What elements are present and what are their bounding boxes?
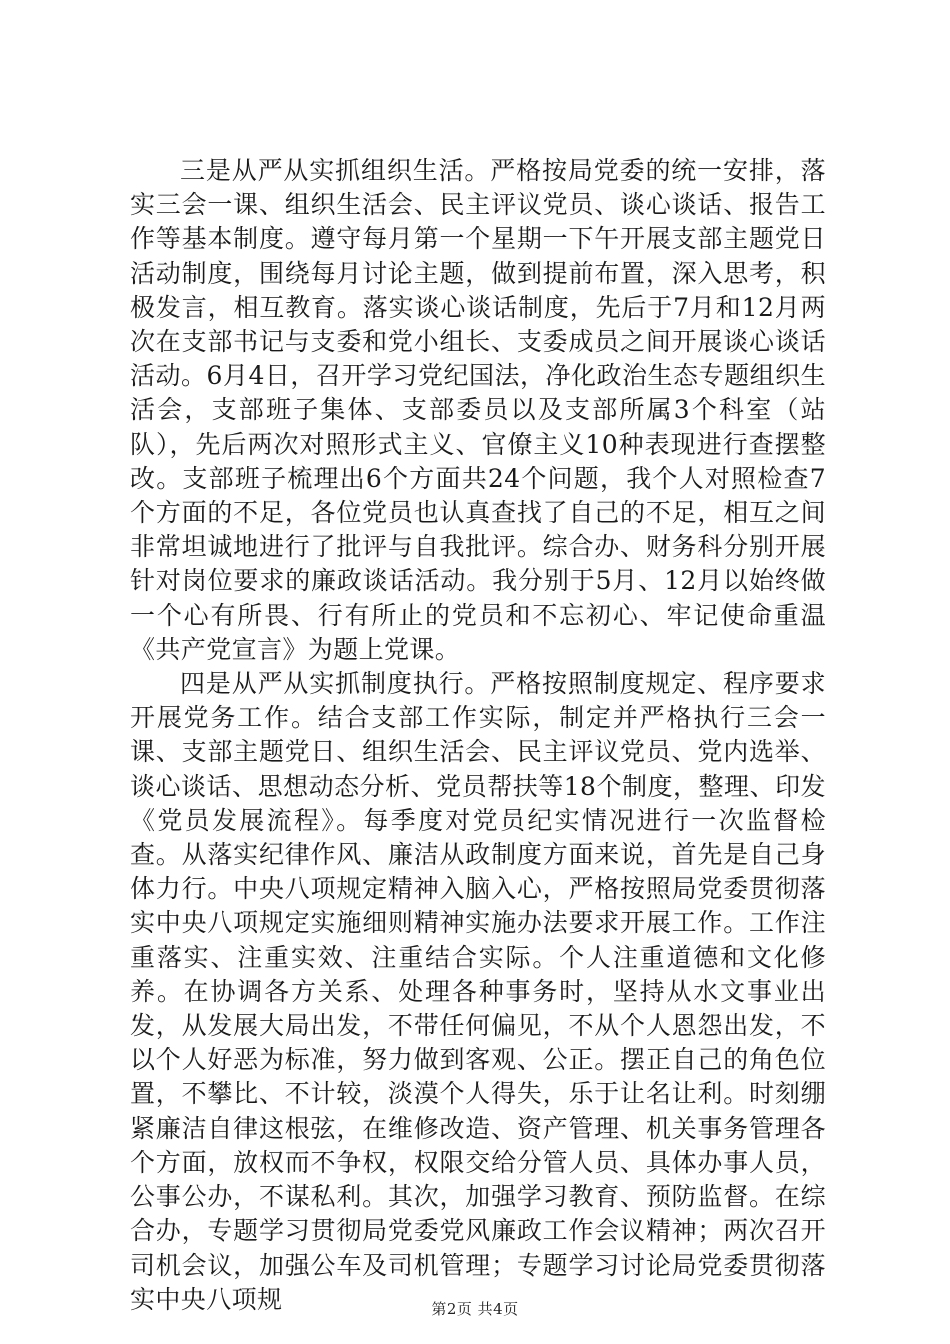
- paragraph-system-execution: 四是从严从实抓制度执行。严格按照制度规定、程序要求开展党务工作。结合支部工作实际，制定并严格执行三会一课、支部主题党日、组织生活会、民主评议党员、党内选举、谈心谈话、思想动态分析、党员帮扶等18个制度，整理、印发《党员发展流程》。每季度对党员纪实情况进行一次监督检查。从落实纪律作风、廉洁从政制度方面来说，首先是自己身体力行。中央八项规定精神入脑入心，严格按照局党委贯彻落实中央八项规定实施细则精神实施办法要求开展工作。工作注重落实、注重实效、注重结合实际。个人注重道德和文化修养。在协调各方关系、处理各种事务时，坚持从水文事业出发，从发展大局出发，不带任何偏见，不从个人恩怨出发，不以个人好恶为标准，努力做到客观、公正。摆正自己的角色位置，不攀比、不计较，淡漠个人得失，乐于让名让利。时刻绷紧廉洁自律这根弦，在维修改造、资产管理、机关事务管理各个方面，放权而不争权，权限交给分管人员、具体办事人员，公事公办，不谋私利。其次，加强学习教育、预防监督。在综合办，专题学习贯彻局党委党风廉政工作会议精神；两次召开司机会议，加强公车及司机管理；专题学习讨论局党委贯彻落实中央八项规: [130, 669, 826, 1314]
- page-number-footer: 第2页 共4页: [431, 1300, 519, 1318]
- paragraph-organization-life: 三是从严从实抓组织生活。严格按局党委的统一安排，落实三会一课、组织生活会、民主评议党员、谈心谈话、报告工作等基本制度。遵守每月第一个星期一下午开展支部主题党日活动制度，围绕每月讨论主题，做到提前布置，深入思考，积极发言，相互教育。落实谈心谈话制度，先后于7月和12月两次在支部书记与支委和党小组长、支委成员之间开展谈心谈话活动。6月4日，召开学习党纪国法，净化政治生态专题组织生活会，支部班子集体、支部委员以及支部所属3个科室（站队），先后两次对照形式主义、官僚主义10种表现进行查摆整改。支部班子梳理出6个方面共24个问题，我个人对照检查7个方面的不足，各位党员也认真查找了自己的不足，相互之间非常坦诚地进行了批评与自我批评。综合办、财务科分别开展针对岗位要求的廉政谈话活动。我分别于5月、12月以始终做一个心有所畏、行有所止的党员和不忘初心、牢记使命重温《共产党宣言》为题上党课。: [130, 156, 826, 664]
- document-body: [130, 154, 826, 1317]
